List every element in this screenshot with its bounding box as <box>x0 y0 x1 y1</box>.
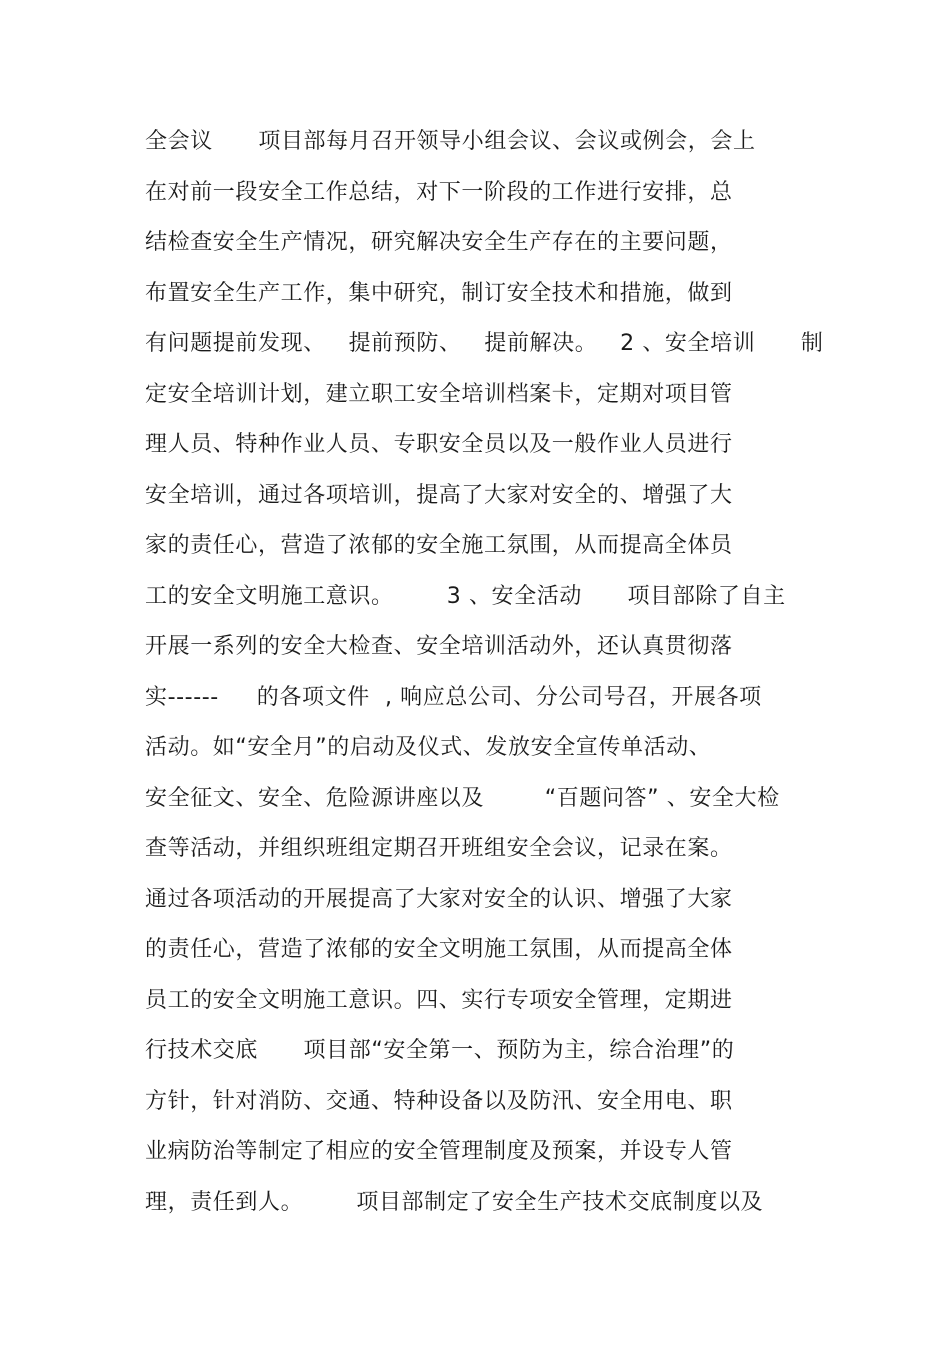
text-line: 有问题提前发现、 提前预防、 提前解决。 2 、安全培训 制 <box>145 331 824 356</box>
text-line: 布置安全生产工作，集中研究，制订安全技术和措施，做到 <box>145 280 733 306</box>
text-line: 业病防治等制定了相应的安全管理制度及预案，并设专人管 <box>145 1139 733 1164</box>
text-line: 安全征文、安全、危险源讲座以及 “百题问答” 、安全大检 <box>145 785 780 811</box>
text-line: 理人员、特种作业人员、专职安全员以及一般作业人员进行 <box>145 432 733 457</box>
text-line: 理，责任到人。 项目部制定了安全生产技术交底制度以及 <box>145 1189 764 1215</box>
text-line: 实------ 的各项文件 , 响应总公司、分公司号召，开展各项 <box>145 684 762 710</box>
text-line: 工的安全文明施工意识。 3 、安全活动 项目部除了自主 <box>145 583 786 609</box>
text-line: 结检查安全生产情况，研究解决安全生产存在的主要问题， <box>145 230 733 255</box>
text-line: 通过各项活动的开展提高了大家对安全的认识、增强了大家 <box>145 886 733 912</box>
text-line: 活动。如“安全月”的启动及仪式、发放安全宣传单活动、 <box>145 735 712 760</box>
text-line: 定安全培训计划，建立职工安全培训档案卡，定期对项目管 <box>145 381 733 407</box>
text-line: 家的责任心，营造了浓郁的安全施工氛围，从而提高全体员 <box>145 533 733 558</box>
text-line: 在对前一段安全工作总结，对下一阶段的工作进行安排，总 <box>145 179 733 205</box>
text-line: 全会议 项目部每月召开领导小组会议、会议或例会，会上 <box>145 129 756 154</box>
text-line: 方针，针对消防、交通、特种设备以及防汛、安全用电、职 <box>145 1088 733 1114</box>
text-line: 开展一系列的安全大检查、安全培训活动外，还认真贯彻落 <box>145 634 733 659</box>
text-line: 员工的安全文明施工意识。四、实行专项安全管理，定期进 <box>145 987 733 1013</box>
text-line: 安全培训，通过各项培训，提高了大家对安全的、增强了大 <box>145 482 733 508</box>
body-text <box>145 122 845 1233</box>
text-line: 查等活动，并组织班组定期召开班组安全会议，记录在案。 <box>145 836 733 861</box>
text-line: 行技术交底 项目部“安全第一、预防为主，综合治理”的 <box>145 1038 735 1063</box>
text-line: 的责任心，营造了浓郁的安全文明施工氛围，从而提高全体 <box>145 937 733 962</box>
